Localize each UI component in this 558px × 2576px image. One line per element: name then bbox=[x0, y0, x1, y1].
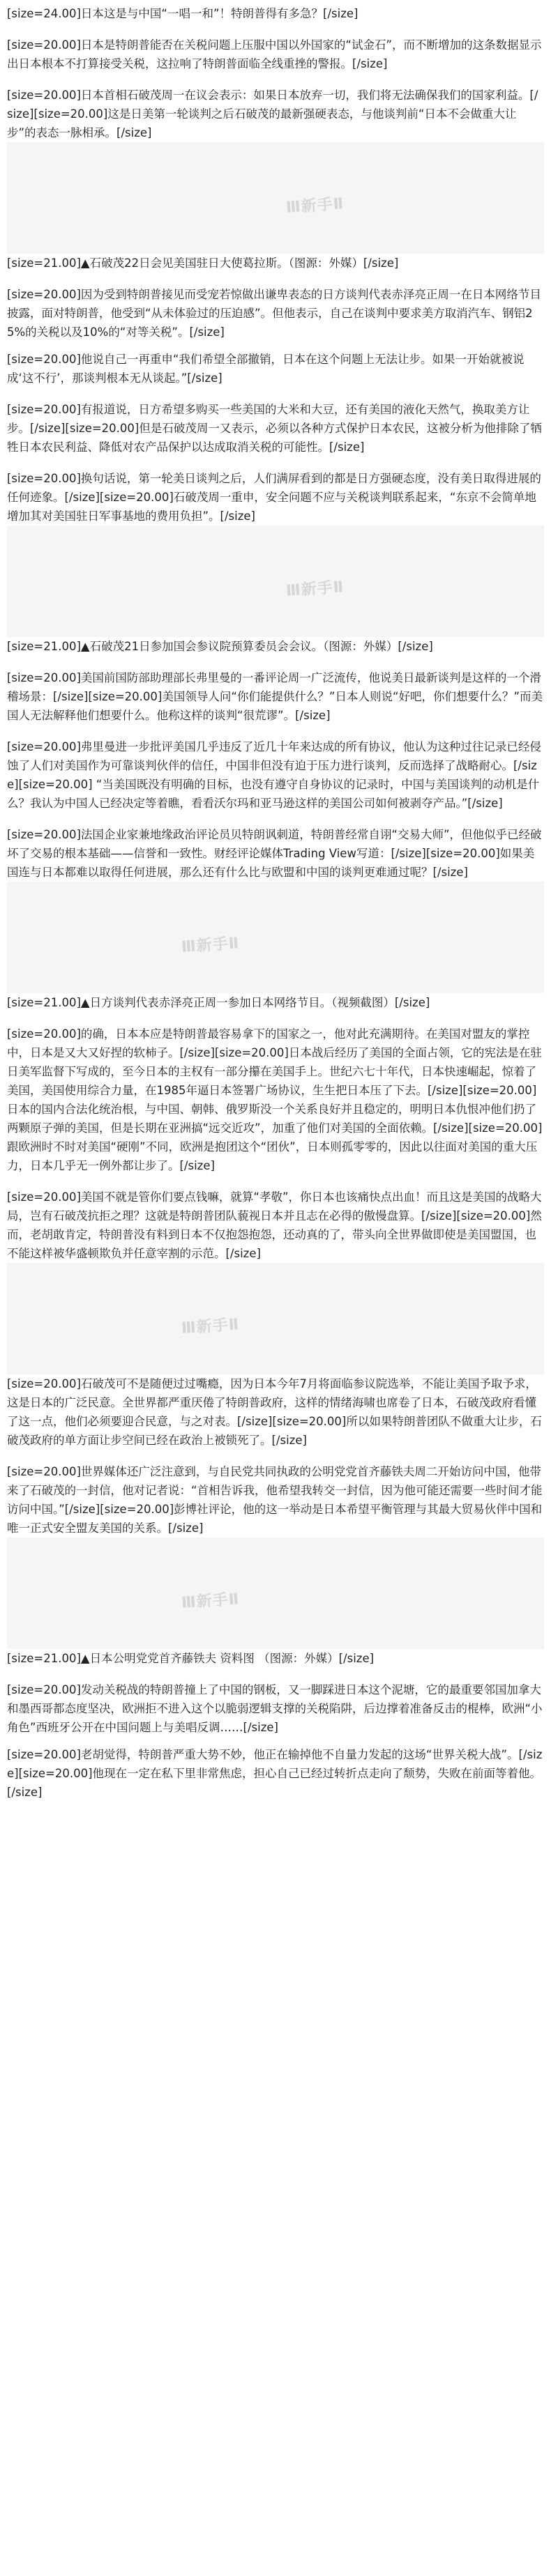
image-caption: [size=21.00]▲日本公明党党首齐藤铁夫 资料图 （图源：外媒）[/size] bbox=[7, 1652, 375, 1665]
article-paragraph: [size=20.00]美国前国防部助理部长弗里曼的一番评论周一广泛流传，他说美日最新谈判是这样的一个滑稽场景：[/size][size=20.00]美国领导人问“你们能提供什么？”日本人则说“好吧，你们想要什么？”而美国人无法解释他们想要什么。他称这样的谈判“很荒谬”。[/size] bbox=[7, 671, 543, 722]
paragraph-spacer bbox=[7, 813, 544, 825]
image-caption: [size=21.00]▲日方谈判代表赤泽亮正周一参加日本网络节目。（视频截图）[/size] bbox=[7, 996, 430, 1009]
image-placeholder bbox=[7, 526, 544, 637]
article-paragraph: [size=20.00]美国不就是管你们要点钱嘛，就算“孝敬”，你日本也该痛快点出血！而且这是美国的战略大局，岂有石破茂抗拒之理？这就是特朗普团队藐视日本并且志在必得的傲慢盘算。[/size][size=20.00]然而，老胡敢肯定，特朗普没有料到日本不仅抱怨抱怨，还动真的了，带头向全世界做即使是美国盟国，也不能这样被华盛顿欺负并任意宰割的示范。[/size] bbox=[7, 1190, 542, 1260]
watermark-logo: Ⅲ新手Ⅱ bbox=[285, 195, 345, 217]
paragraph-spacer bbox=[7, 1450, 544, 1462]
watermark-logo: Ⅲ新手Ⅱ bbox=[285, 578, 345, 600]
paragraph-spacer bbox=[7, 1175, 544, 1188]
watermark-logo: Ⅲ新手Ⅱ bbox=[181, 935, 241, 956]
paragraph-spacer bbox=[7, 457, 544, 469]
image-placeholder bbox=[7, 882, 544, 993]
paragraph-spacer bbox=[7, 656, 544, 668]
article-paragraph: [size=20.00]弗里曼进一步批评美国几乎违反了近几十年来达成的所有协议，他认为这种过往记录已经侵蚀了人们对美国作为可靠谈判伙伴的信任，中国非但没有迫于压力进行谈判，反而选择了战略耐心。[/size][size=20.00] “当美国既没有明确的目标，也没有遵守自身协议的记录时，中国与美国谈判的动机是什么？我认为中国人已经决定等着瞧，看看沃尔玛和亚马逊这样的美国公司如何被剥夺产品。”[/size] bbox=[7, 740, 541, 810]
article-headline-paragraph: [size=24.00]日本这是与中国“一唱一和”！特朗普得有多急？[/size] bbox=[7, 7, 359, 20]
paragraph-spacer bbox=[7, 388, 544, 400]
article-paragraph: [size=20.00]世界媒体还广泛注意到，与自民党共同执政的公明党党首齐藤铁夫周二开始访问中国，他带来了石破茂的一封信，他对记者说：“首相告诉我，他希望我转交一封信，因为他可能还需要一些时间才能访问中国。”[/size][size=20.00]彭博社评论，他的这一举动是日本希望平衡管理与其最大贸易伙伴中国和唯一正式安全盟友美国的关系。[/size] bbox=[7, 1465, 543, 1535]
image-placeholder bbox=[7, 1263, 544, 1374]
image-placeholder bbox=[7, 1538, 544, 1649]
image-caption: [size=21.00]▲石破茂22日会见美国驻日大使葛拉斯。（图源：外媒）[/size] bbox=[7, 256, 399, 270]
article-paragraph: [size=20.00]换句话说，第一轮美日谈判之后，人们满屏看到的都是日方强硬态度，没有美日取得进展的任何迹象。[/size][size=20.00]石破茂周一重申，安全问题不应与关税谈判联系起来，“东京不会简单地增加其对美国驻日军事基地的费用负担”。[/size] bbox=[7, 472, 541, 523]
article-body bbox=[7, 4, 544, 1802]
article-paragraph: [size=20.00]老胡觉得，特朗普严重大势不妙，他正在输掉他不自量力发起的这场“世界关税大战”。[/size][size=20.00]他现在一定在私下里非常焦虑，担心自己已经过转折点走向了颓势，失败在前面等着他。[/size] bbox=[7, 1748, 543, 1799]
paragraph-spacer bbox=[7, 73, 544, 86]
paragraph-spacer bbox=[7, 273, 544, 285]
paragraph-spacer bbox=[7, 1012, 544, 1025]
paragraph-spacer bbox=[7, 725, 544, 737]
image-caption: [size=21.00]▲石破茂21日参加国会参议院预算委员会会议。（图源：外媒）[/size] bbox=[7, 640, 433, 653]
article-paragraph: [size=20.00]日本首相石破茂周一在议会表示：如果日本放弃一切，我们将无法确保我们的国家利益。[/size][size=20.00]这是日美第一轮谈判之后石破茂的最新强硬表态，与他谈判前“日本不会做重大让步”的表态一脉相承。[/size] bbox=[7, 89, 538, 139]
article-paragraph: [size=20.00]发动关税战的特朗普撞上了中国的钢板，又一脚踩进日本这个泥塘，它的最重要邻国加拿大和墨西哥都态度坚决，欧洲拒不进入这个以脆弱逻辑支撑的关税陷阱，后边撑着准备反击的棍棒，欧洲“小角色”西班牙公开在中国问题上与美唱反调……[/size] bbox=[7, 1683, 543, 1734]
article-paragraph: [size=20.00]法国企业家兼地缘政治评论员贝特朗讽刺道，特朗普经常自诩“交易大师”，但他似乎已经破坏了交易的根本基础——信誉和一致性。财经评论媒体Trading View写道：[/size][size=20.00]如果美国连与日本都难以取得任何进展，那么还有什么比与欧盟和中国的谈判更难通过呢？[/size] bbox=[7, 828, 542, 879]
watermark-logo: Ⅲ新手Ⅱ bbox=[181, 1316, 241, 1337]
article-paragraph: [size=20.00]因为受到特朗普接见而受宠若惊做出谦卑表态的日方谈判代表赤泽亮正周一在日本网络节目披露，面对特朗普，他受到“从未体验过的压迫感”。但他表示，自己在谈判中要求美方取消汽车、钢铝25%的关税以及10%的“对等关税”。[/size] bbox=[7, 288, 541, 339]
image-placeholder bbox=[7, 142, 544, 254]
paragraph-spacer bbox=[7, 1737, 544, 1745]
article-paragraph: [size=20.00]的确，日本本应是特朗普最容易拿下的国家之一，他对此充满期待。在美国对盟友的掌控中，日本是又大又好捏的软柿子。[/size][size=20.00]日本战后经历了美国的全面占领，它的宪法是在驻日美军监督下写成的，至今日本的主权有一部分攥在美国手上。世纪六七十年代，日本快速崛起，惊着了美国，美国使用综合力量，在1985年逼日本签署广场协议，生生把日本压了下去。[/size][size=20.00]日本的国内合法化统治根，与中国、朝韩、俄罗斯没一个关系良好并且稳定的，明明日本仇恨冲他们扔了两颗原子弹的美国，但是长期在亚洲搞“远交近攻”，加重了他们对美国的全面依赖。[/size][size=20.00]跟欧洲时不时对美国“硬刚”不同，欧洲是抱团这个“团伙”，日本则孤零零的，因此以往面对美国的重大压力，日本几乎无一例外都让步了。[/size] bbox=[7, 1027, 543, 1172]
article-paragraph: [size=20.00]石破茂可不是随便过过嘴瘾，因为日本今年7月将面临参议院选举，不能让美国予取予求，这是日本的广泛民意。全世界都严重厌倦了特朗普政府，这样的情绪海啸也席卷了日本，石破茂政府看懂了这一点，他们必须要迎合民意，与之对表。[/size][size=20.00]所以如果特朗普团队不做重大让步，石破茂政府的单方面让步空间已经在政治上被锁死了。[/size] bbox=[7, 1377, 542, 1447]
article-paragraph: [size=20.00]他说自己一再重申“我们希望全部撤销，日本在这个问题上无法让步。如果一开始就被说成‘这不行’，那谈判根本无从谈起。”[/size] bbox=[7, 353, 525, 385]
paragraph-spacer bbox=[7, 23, 544, 36]
watermark-logo: Ⅲ新手Ⅱ bbox=[181, 1590, 241, 1612]
article-paragraph: [size=20.00]日本是特朗普能否在关税问题上压服中国以外国家的“试金石”，而不断增加的这条数据显示出日本根本不打算接受关税，这拉响了特朗普面临全线重挫的警报。[/size] bbox=[7, 38, 542, 70]
paragraph-spacer bbox=[7, 1668, 544, 1680]
article-paragraph: [size=20.00]有报道说，日方希望多购买一些美国的大米和大豆，还有美国的液化天然气，换取美方让步。[/size][size=20.00]但是石破茂周一又表示，必须以各种方式保护日本农民，这被分析为他排除了牺牲日本农民利益、降低对农产品保护以达成取消关税的可能性。[/size] bbox=[7, 403, 542, 454]
paragraph-spacer bbox=[7, 342, 544, 350]
